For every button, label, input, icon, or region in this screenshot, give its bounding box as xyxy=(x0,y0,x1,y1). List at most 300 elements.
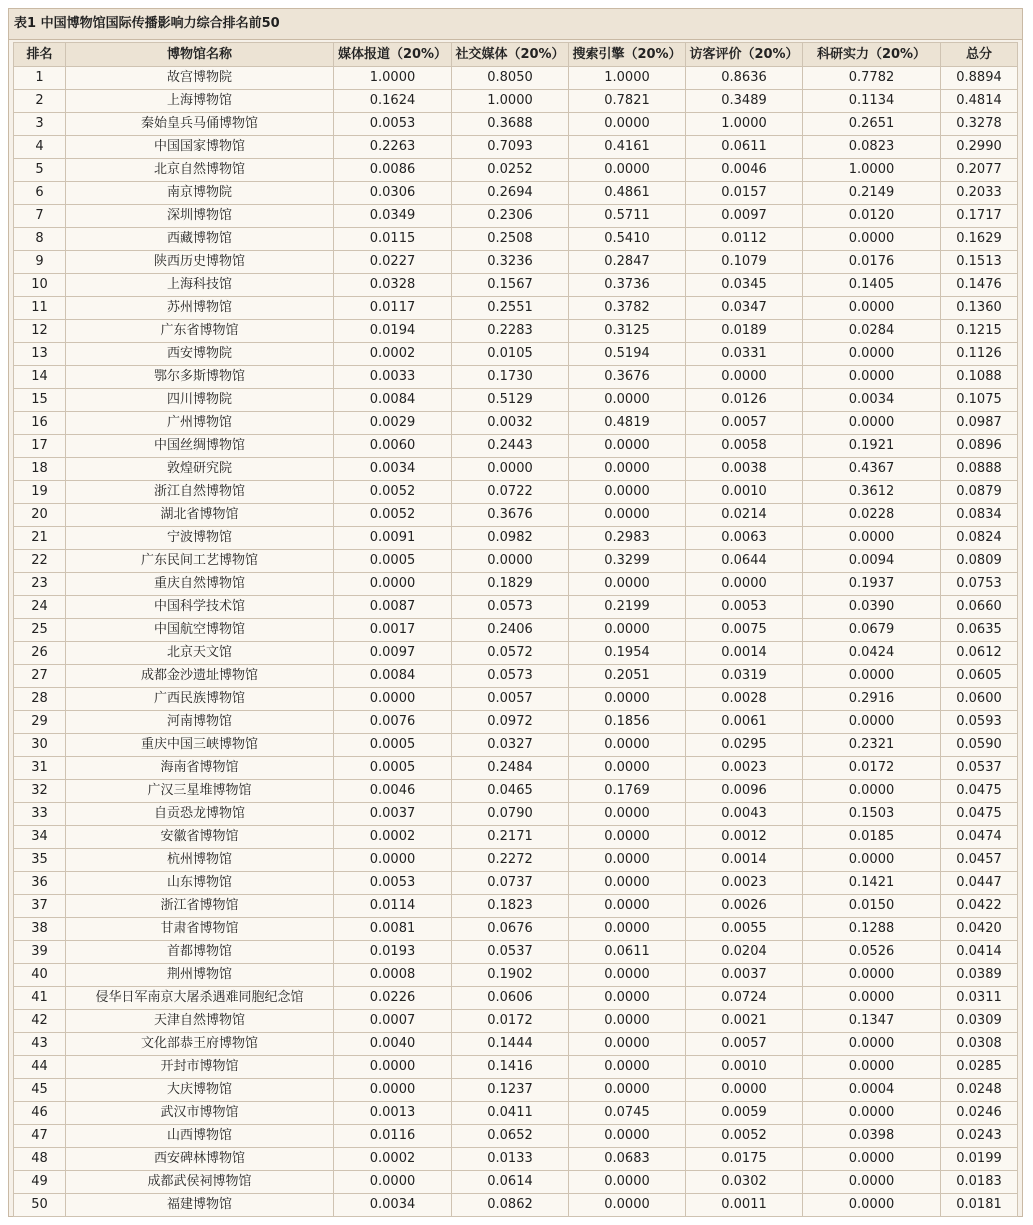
visitor-rating-cell: 0.0611 xyxy=(686,136,803,159)
total-score-cell: 0.0181 xyxy=(941,1194,1018,1217)
visitor-rating-cell: 0.0058 xyxy=(686,435,803,458)
museum-name-cell: 武汉市博物馆 xyxy=(66,1102,334,1125)
museum-name-cell: 福建博物馆 xyxy=(66,1194,334,1217)
media-coverage-cell: 0.0017 xyxy=(334,619,452,642)
social-media-cell: 0.8050 xyxy=(452,67,569,90)
table-row xyxy=(14,1171,1018,1194)
total-score-cell: 0.0248 xyxy=(941,1079,1018,1102)
social-media-cell: 0.0000 xyxy=(452,458,569,481)
table-row xyxy=(14,458,1018,481)
ranking-table xyxy=(13,42,1018,1217)
search-engine-cell: 0.5711 xyxy=(569,205,686,228)
search-engine-cell: 0.0000 xyxy=(569,504,686,527)
total-score-cell: 0.4814 xyxy=(941,90,1018,113)
rank-cell: 18 xyxy=(14,458,66,481)
rank-cell: 12 xyxy=(14,320,66,343)
rank-cell: 26 xyxy=(14,642,66,665)
table-row xyxy=(14,527,1018,550)
museum-name-cell: 自贡恐龙博物馆 xyxy=(66,803,334,826)
museum-name-cell: 重庆中国三峡博物馆 xyxy=(66,734,334,757)
total-score-cell: 0.0309 xyxy=(941,1010,1018,1033)
visitor-rating-cell: 0.0026 xyxy=(686,895,803,918)
table-row xyxy=(14,228,1018,251)
visitor-rating-cell: 0.0038 xyxy=(686,458,803,481)
rank-cell: 37 xyxy=(14,895,66,918)
table-row xyxy=(14,159,1018,182)
social-media-cell: 0.2484 xyxy=(452,757,569,780)
research-strength-cell: 0.0390 xyxy=(803,596,941,619)
total-score-cell: 0.0447 xyxy=(941,872,1018,895)
media-coverage-cell: 0.0328 xyxy=(334,274,452,297)
rank-cell: 32 xyxy=(14,780,66,803)
museum-name-cell: 四川博物院 xyxy=(66,389,334,412)
museum-name-cell: 安徽省博物馆 xyxy=(66,826,334,849)
total-score-cell: 0.0474 xyxy=(941,826,1018,849)
search-engine-cell: 0.0000 xyxy=(569,918,686,941)
search-engine-cell: 0.5194 xyxy=(569,343,686,366)
table-row xyxy=(14,1194,1018,1217)
social-media-cell: 0.0572 xyxy=(452,642,569,665)
media-coverage-cell: 0.0193 xyxy=(334,941,452,964)
museum-name-cell: 甘肃省博物馆 xyxy=(66,918,334,941)
search-engine-cell: 0.2983 xyxy=(569,527,686,550)
social-media-cell: 0.2443 xyxy=(452,435,569,458)
media-coverage-cell: 0.0029 xyxy=(334,412,452,435)
media-coverage-cell: 0.0000 xyxy=(334,849,452,872)
museum-name-cell: 成都武侯祠博物馆 xyxy=(66,1171,334,1194)
rank-cell: 4 xyxy=(14,136,66,159)
visitor-rating-cell: 0.0175 xyxy=(686,1148,803,1171)
media-coverage-cell: 0.0091 xyxy=(334,527,452,550)
research-strength-cell: 0.0000 xyxy=(803,1056,941,1079)
search-engine-cell: 0.5410 xyxy=(569,228,686,251)
research-strength-cell: 0.0526 xyxy=(803,941,941,964)
social-media-cell: 0.2406 xyxy=(452,619,569,642)
header-search-engine: 搜索引擎（20%） xyxy=(569,43,686,67)
table-row xyxy=(14,688,1018,711)
social-media-cell: 0.7093 xyxy=(452,136,569,159)
visitor-rating-cell: 0.0012 xyxy=(686,826,803,849)
museum-name-cell: 中国科学技术馆 xyxy=(66,596,334,619)
media-coverage-cell: 0.2263 xyxy=(334,136,452,159)
research-strength-cell: 0.0424 xyxy=(803,642,941,665)
museum-name-cell: 山东博物馆 xyxy=(66,872,334,895)
search-engine-cell: 0.0000 xyxy=(569,619,686,642)
research-strength-cell: 0.0228 xyxy=(803,504,941,527)
total-score-cell: 0.0824 xyxy=(941,527,1018,550)
total-score-cell: 0.0389 xyxy=(941,964,1018,987)
research-strength-cell: 0.7782 xyxy=(803,67,941,90)
research-strength-cell: 0.0000 xyxy=(803,1194,941,1217)
research-strength-cell: 0.0000 xyxy=(803,366,941,389)
rank-cell: 25 xyxy=(14,619,66,642)
total-score-cell: 0.0590 xyxy=(941,734,1018,757)
table-row xyxy=(14,90,1018,113)
table-row xyxy=(14,642,1018,665)
media-coverage-cell: 0.0008 xyxy=(334,964,452,987)
visitor-rating-cell: 1.0000 xyxy=(686,113,803,136)
table-row xyxy=(14,504,1018,527)
table-row xyxy=(14,251,1018,274)
total-score-cell: 0.1629 xyxy=(941,228,1018,251)
research-strength-cell: 0.0679 xyxy=(803,619,941,642)
rank-cell: 9 xyxy=(14,251,66,274)
visitor-rating-cell: 0.0126 xyxy=(686,389,803,412)
research-strength-cell: 0.3612 xyxy=(803,481,941,504)
media-coverage-cell: 0.0084 xyxy=(334,389,452,412)
total-score-cell: 0.0612 xyxy=(941,642,1018,665)
media-coverage-cell: 0.0194 xyxy=(334,320,452,343)
visitor-rating-cell: 0.0023 xyxy=(686,872,803,895)
visitor-rating-cell: 0.0037 xyxy=(686,964,803,987)
rank-cell: 24 xyxy=(14,596,66,619)
museum-name-cell: 故宫博物院 xyxy=(66,67,334,90)
total-score-cell: 0.0888 xyxy=(941,458,1018,481)
total-score-cell: 0.8894 xyxy=(941,67,1018,90)
table-row xyxy=(14,435,1018,458)
total-score-cell: 0.0457 xyxy=(941,849,1018,872)
visitor-rating-cell: 0.0302 xyxy=(686,1171,803,1194)
media-coverage-cell: 0.0046 xyxy=(334,780,452,803)
visitor-rating-cell: 0.0000 xyxy=(686,1079,803,1102)
visitor-rating-cell: 0.0096 xyxy=(686,780,803,803)
rank-cell: 43 xyxy=(14,1033,66,1056)
total-score-cell: 0.0593 xyxy=(941,711,1018,734)
table-row xyxy=(14,665,1018,688)
table-row xyxy=(14,297,1018,320)
research-strength-cell: 0.0004 xyxy=(803,1079,941,1102)
social-media-cell: 0.0032 xyxy=(452,412,569,435)
search-engine-cell: 0.0000 xyxy=(569,573,686,596)
search-engine-cell: 0.2847 xyxy=(569,251,686,274)
media-coverage-cell: 0.0007 xyxy=(334,1010,452,1033)
visitor-rating-cell: 0.0059 xyxy=(686,1102,803,1125)
table-body xyxy=(14,67,1018,1217)
media-coverage-cell: 0.0013 xyxy=(334,1102,452,1125)
social-media-cell: 0.2306 xyxy=(452,205,569,228)
museum-name-cell: 西安碑林博物馆 xyxy=(66,1148,334,1171)
museum-name-cell: 陕西历史博物馆 xyxy=(66,251,334,274)
visitor-rating-cell: 0.0021 xyxy=(686,1010,803,1033)
table-row xyxy=(14,918,1018,941)
total-score-cell: 0.1476 xyxy=(941,274,1018,297)
table-header xyxy=(14,43,1018,67)
visitor-rating-cell: 0.3489 xyxy=(686,90,803,113)
social-media-cell: 1.0000 xyxy=(452,90,569,113)
visitor-rating-cell: 0.0204 xyxy=(686,941,803,964)
research-strength-cell: 0.0172 xyxy=(803,757,941,780)
media-coverage-cell: 0.0000 xyxy=(334,573,452,596)
table-row xyxy=(14,596,1018,619)
media-coverage-cell: 0.0081 xyxy=(334,918,452,941)
rank-cell: 6 xyxy=(14,182,66,205)
media-coverage-cell: 0.0040 xyxy=(334,1033,452,1056)
museum-name-cell: 上海博物馆 xyxy=(66,90,334,113)
table-row xyxy=(14,1102,1018,1125)
visitor-rating-cell: 0.0061 xyxy=(686,711,803,734)
visitor-rating-cell: 0.0043 xyxy=(686,803,803,826)
social-media-cell: 0.0862 xyxy=(452,1194,569,1217)
search-engine-cell: 0.0000 xyxy=(569,1194,686,1217)
table-row xyxy=(14,320,1018,343)
social-media-cell: 0.0537 xyxy=(452,941,569,964)
media-coverage-cell: 0.0000 xyxy=(334,1056,452,1079)
research-strength-cell: 0.0176 xyxy=(803,251,941,274)
rank-cell: 10 xyxy=(14,274,66,297)
museum-name-cell: 中国丝绸博物馆 xyxy=(66,435,334,458)
table-frame xyxy=(8,8,1023,1217)
total-score-cell: 0.0987 xyxy=(941,412,1018,435)
search-engine-cell: 0.0000 xyxy=(569,895,686,918)
search-engine-cell: 0.0000 xyxy=(569,389,686,412)
search-engine-cell: 0.3299 xyxy=(569,550,686,573)
visitor-rating-cell: 0.0331 xyxy=(686,343,803,366)
museum-name-cell: 秦始皇兵马俑博物馆 xyxy=(66,113,334,136)
social-media-cell: 0.2272 xyxy=(452,849,569,872)
social-media-cell: 0.0972 xyxy=(452,711,569,734)
visitor-rating-cell: 0.0063 xyxy=(686,527,803,550)
rank-cell: 45 xyxy=(14,1079,66,1102)
search-engine-cell: 0.4861 xyxy=(569,182,686,205)
research-strength-cell: 0.0000 xyxy=(803,665,941,688)
header-visitor-rating: 访客评价（20%） xyxy=(686,43,803,67)
research-strength-cell: 0.0284 xyxy=(803,320,941,343)
search-engine-cell: 0.0000 xyxy=(569,757,686,780)
social-media-cell: 0.0133 xyxy=(452,1148,569,1171)
research-strength-cell: 0.0000 xyxy=(803,711,941,734)
table-caption: 表1 中国博物馆国际传播影响力综合排名前50 xyxy=(9,9,1022,40)
search-engine-cell: 0.3125 xyxy=(569,320,686,343)
total-score-cell: 0.1513 xyxy=(941,251,1018,274)
rank-cell: 49 xyxy=(14,1171,66,1194)
rank-cell: 44 xyxy=(14,1056,66,1079)
rank-cell: 23 xyxy=(14,573,66,596)
social-media-cell: 0.3688 xyxy=(452,113,569,136)
search-engine-cell: 0.0000 xyxy=(569,435,686,458)
media-coverage-cell: 1.0000 xyxy=(334,67,452,90)
search-engine-cell: 0.0745 xyxy=(569,1102,686,1125)
media-coverage-cell: 0.0000 xyxy=(334,1079,452,1102)
museum-name-cell: 开封市博物馆 xyxy=(66,1056,334,1079)
rank-cell: 1 xyxy=(14,67,66,90)
social-media-cell: 0.0676 xyxy=(452,918,569,941)
museum-name-cell: 杭州博物馆 xyxy=(66,849,334,872)
table-row xyxy=(14,619,1018,642)
visitor-rating-cell: 0.0052 xyxy=(686,1125,803,1148)
total-score-cell: 0.2990 xyxy=(941,136,1018,159)
table-row xyxy=(14,1079,1018,1102)
total-score-cell: 0.0834 xyxy=(941,504,1018,527)
research-strength-cell: 0.1347 xyxy=(803,1010,941,1033)
media-coverage-cell: 0.0306 xyxy=(334,182,452,205)
research-strength-cell: 0.1288 xyxy=(803,918,941,941)
social-media-cell: 0.1823 xyxy=(452,895,569,918)
table-row xyxy=(14,573,1018,596)
rank-cell: 28 xyxy=(14,688,66,711)
search-engine-cell: 0.3736 xyxy=(569,274,686,297)
rank-cell: 5 xyxy=(14,159,66,182)
museum-name-cell: 中国航空博物馆 xyxy=(66,619,334,642)
media-coverage-cell: 0.0052 xyxy=(334,481,452,504)
research-strength-cell: 0.0000 xyxy=(803,987,941,1010)
search-engine-cell: 1.0000 xyxy=(569,67,686,90)
visitor-rating-cell: 0.0000 xyxy=(686,366,803,389)
total-score-cell: 0.1717 xyxy=(941,205,1018,228)
search-engine-cell: 0.0000 xyxy=(569,803,686,826)
header-media-coverage: 媒体报道（20%） xyxy=(334,43,452,67)
rank-cell: 22 xyxy=(14,550,66,573)
search-engine-cell: 0.1856 xyxy=(569,711,686,734)
rank-cell: 27 xyxy=(14,665,66,688)
museum-name-cell: 广西民族博物馆 xyxy=(66,688,334,711)
total-score-cell: 0.0475 xyxy=(941,803,1018,826)
rank-cell: 29 xyxy=(14,711,66,734)
search-engine-cell: 0.0000 xyxy=(569,826,686,849)
research-strength-cell: 1.0000 xyxy=(803,159,941,182)
museum-name-cell: 鄂尔多斯博物馆 xyxy=(66,366,334,389)
media-coverage-cell: 0.0034 xyxy=(334,458,452,481)
media-coverage-cell: 0.0076 xyxy=(334,711,452,734)
media-coverage-cell: 0.0005 xyxy=(334,550,452,573)
search-engine-cell: 0.0683 xyxy=(569,1148,686,1171)
rank-cell: 8 xyxy=(14,228,66,251)
social-media-cell: 0.0327 xyxy=(452,734,569,757)
research-strength-cell: 0.0000 xyxy=(803,780,941,803)
media-coverage-cell: 0.0226 xyxy=(334,987,452,1010)
media-coverage-cell: 0.0116 xyxy=(334,1125,452,1148)
media-coverage-cell: 0.0114 xyxy=(334,895,452,918)
social-media-cell: 0.3236 xyxy=(452,251,569,274)
museum-name-cell: 上海科技馆 xyxy=(66,274,334,297)
social-media-cell: 0.0573 xyxy=(452,665,569,688)
search-engine-cell: 0.4819 xyxy=(569,412,686,435)
total-score-cell: 0.0605 xyxy=(941,665,1018,688)
total-score-cell: 0.0475 xyxy=(941,780,1018,803)
media-coverage-cell: 0.0084 xyxy=(334,665,452,688)
visitor-rating-cell: 0.0214 xyxy=(686,504,803,527)
rank-cell: 3 xyxy=(14,113,66,136)
search-engine-cell: 0.0000 xyxy=(569,458,686,481)
rank-cell: 34 xyxy=(14,826,66,849)
table-row xyxy=(14,343,1018,366)
rank-cell: 42 xyxy=(14,1010,66,1033)
research-strength-cell: 0.1937 xyxy=(803,573,941,596)
media-coverage-cell: 0.0002 xyxy=(334,1148,452,1171)
total-score-cell: 0.0635 xyxy=(941,619,1018,642)
total-score-cell: 0.0243 xyxy=(941,1125,1018,1148)
visitor-rating-cell: 0.0000 xyxy=(686,573,803,596)
social-media-cell: 0.3676 xyxy=(452,504,569,527)
media-coverage-cell: 0.0227 xyxy=(334,251,452,274)
rank-cell: 48 xyxy=(14,1148,66,1171)
media-coverage-cell: 0.0000 xyxy=(334,688,452,711)
museum-name-cell: 浙江省博物馆 xyxy=(66,895,334,918)
table-row xyxy=(14,1125,1018,1148)
visitor-rating-cell: 0.8636 xyxy=(686,67,803,90)
research-strength-cell: 0.2149 xyxy=(803,182,941,205)
search-engine-cell: 0.0000 xyxy=(569,688,686,711)
total-score-cell: 0.0311 xyxy=(941,987,1018,1010)
total-score-cell: 0.0879 xyxy=(941,481,1018,504)
research-strength-cell: 0.0185 xyxy=(803,826,941,849)
social-media-cell: 0.0105 xyxy=(452,343,569,366)
media-coverage-cell: 0.0053 xyxy=(334,113,452,136)
social-media-cell: 0.0573 xyxy=(452,596,569,619)
table-row xyxy=(14,274,1018,297)
museum-name-cell: 北京自然博物馆 xyxy=(66,159,334,182)
museum-name-cell: 首都博物馆 xyxy=(66,941,334,964)
rank-cell: 30 xyxy=(14,734,66,757)
table-row xyxy=(14,113,1018,136)
media-coverage-cell: 0.0053 xyxy=(334,872,452,895)
table-row xyxy=(14,734,1018,757)
visitor-rating-cell: 0.0112 xyxy=(686,228,803,251)
rank-cell: 2 xyxy=(14,90,66,113)
media-coverage-cell: 0.0002 xyxy=(334,343,452,366)
total-score-cell: 0.0809 xyxy=(941,550,1018,573)
table-row xyxy=(14,1010,1018,1033)
rank-cell: 21 xyxy=(14,527,66,550)
social-media-cell: 0.0652 xyxy=(452,1125,569,1148)
rank-cell: 40 xyxy=(14,964,66,987)
total-score-cell: 0.0308 xyxy=(941,1033,1018,1056)
museum-name-cell: 河南博物馆 xyxy=(66,711,334,734)
museum-name-cell: 浙江自然博物馆 xyxy=(66,481,334,504)
visitor-rating-cell: 0.0014 xyxy=(686,642,803,665)
table-row xyxy=(14,1056,1018,1079)
visitor-rating-cell: 0.0010 xyxy=(686,1056,803,1079)
social-media-cell: 0.2171 xyxy=(452,826,569,849)
rank-cell: 19 xyxy=(14,481,66,504)
search-engine-cell: 0.2199 xyxy=(569,596,686,619)
social-media-cell: 0.1444 xyxy=(452,1033,569,1056)
social-media-cell: 0.0790 xyxy=(452,803,569,826)
media-coverage-cell: 0.0034 xyxy=(334,1194,452,1217)
media-coverage-cell: 0.0052 xyxy=(334,504,452,527)
rank-cell: 39 xyxy=(14,941,66,964)
museum-name-cell: 苏州博物馆 xyxy=(66,297,334,320)
social-media-cell: 0.2551 xyxy=(452,297,569,320)
search-engine-cell: 0.0000 xyxy=(569,1125,686,1148)
search-engine-cell: 0.4161 xyxy=(569,136,686,159)
research-strength-cell: 0.4367 xyxy=(803,458,941,481)
social-media-cell: 0.2694 xyxy=(452,182,569,205)
museum-name-cell: 海南省博物馆 xyxy=(66,757,334,780)
visitor-rating-cell: 0.0347 xyxy=(686,297,803,320)
table-row xyxy=(14,389,1018,412)
social-media-cell: 0.0172 xyxy=(452,1010,569,1033)
research-strength-cell: 0.0000 xyxy=(803,228,941,251)
museum-name-cell: 西安博物院 xyxy=(66,343,334,366)
visitor-rating-cell: 0.0011 xyxy=(686,1194,803,1217)
media-coverage-cell: 0.0086 xyxy=(334,159,452,182)
table-row xyxy=(14,987,1018,1010)
visitor-rating-cell: 0.0319 xyxy=(686,665,803,688)
visitor-rating-cell: 0.0014 xyxy=(686,849,803,872)
table-row xyxy=(14,550,1018,573)
media-coverage-cell: 0.0087 xyxy=(334,596,452,619)
research-strength-cell: 0.1134 xyxy=(803,90,941,113)
research-strength-cell: 0.0150 xyxy=(803,895,941,918)
research-strength-cell: 0.0000 xyxy=(803,527,941,550)
search-engine-cell: 0.0000 xyxy=(569,987,686,1010)
total-score-cell: 0.0422 xyxy=(941,895,1018,918)
museum-name-cell: 重庆自然博物馆 xyxy=(66,573,334,596)
total-score-cell: 0.0660 xyxy=(941,596,1018,619)
museum-name-cell: 侵华日军南京大屠杀遇难同胞纪念馆 xyxy=(66,987,334,1010)
museum-name-cell: 西藏博物馆 xyxy=(66,228,334,251)
research-strength-cell: 0.2916 xyxy=(803,688,941,711)
